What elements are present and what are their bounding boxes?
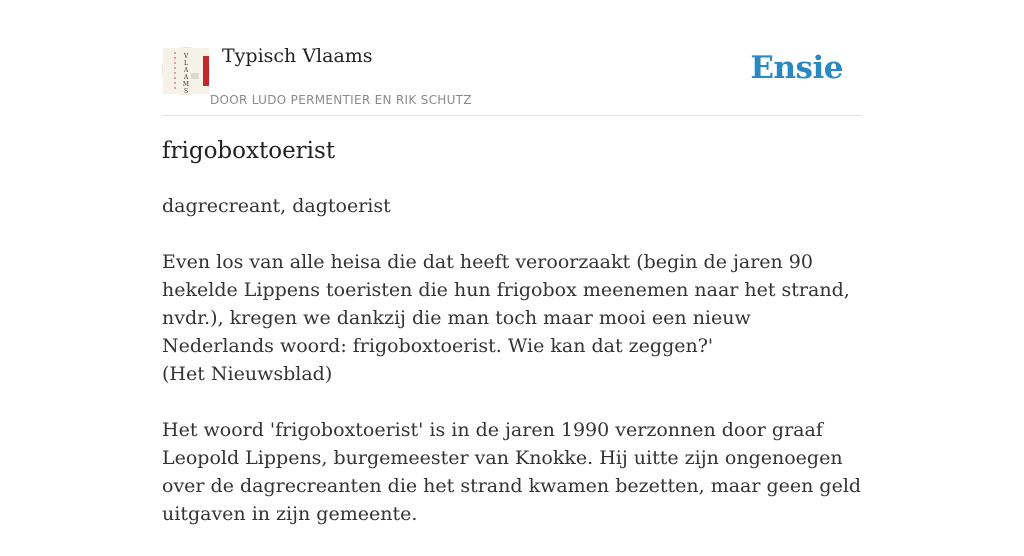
logo-letter: S <box>183 88 189 95</box>
cover-red-stripe <box>203 56 209 86</box>
ensie-brand-logo[interactable]: Ensie <box>750 50 843 86</box>
entry-quote: Even los van alle heisa die dat heeft veroorzaakt (begin de jaren 90 hekelde Lippens toeristen die hun frigobox meenemen naar het strand, nvdr.), kregen we dankzij die man toch maar mooi een nieuw Nederlands woord: frigoboxtoerist. Wie kan dat zeggen?' <box>162 251 850 357</box>
book-authors: DOOR LUDO PERMENTIER EN RIK SCHUTZ <box>210 93 472 107</box>
logo-letter: A <box>183 74 189 81</box>
entry-content <box>162 192 862 556</box>
entry-quote-block <box>162 248 862 388</box>
logo-letter: A <box>183 67 189 74</box>
logo-letter: V <box>183 53 189 60</box>
logo-letter: L <box>184 60 188 67</box>
book-cover-icon <box>163 48 209 94</box>
book-cover-logo[interactable] <box>162 47 210 95</box>
logo-letter: M <box>182 81 190 88</box>
entry-explanation: Het woord 'frigoboxtoerist' is in de jaren 1990 verzonnen door graaf Leopold Lippens, burgemeester van Knokke. Hij uitte zijn ongenoegen over de dagrecreanten die het strand kwamen bezetten, maar geen geld uitgaven in zijn gemeente. <box>162 419 862 525</box>
entry-quote-source: (Het Nieuwsblad) <box>162 363 333 385</box>
book-title[interactable]: Typisch Vlaams <box>222 45 373 67</box>
entry-page <box>162 0 862 525</box>
entry-definition: dagrecreant, dagtoerist <box>162 195 391 217</box>
entry-headword: frigoboxtoerist <box>162 138 336 164</box>
header <box>162 0 862 116</box>
